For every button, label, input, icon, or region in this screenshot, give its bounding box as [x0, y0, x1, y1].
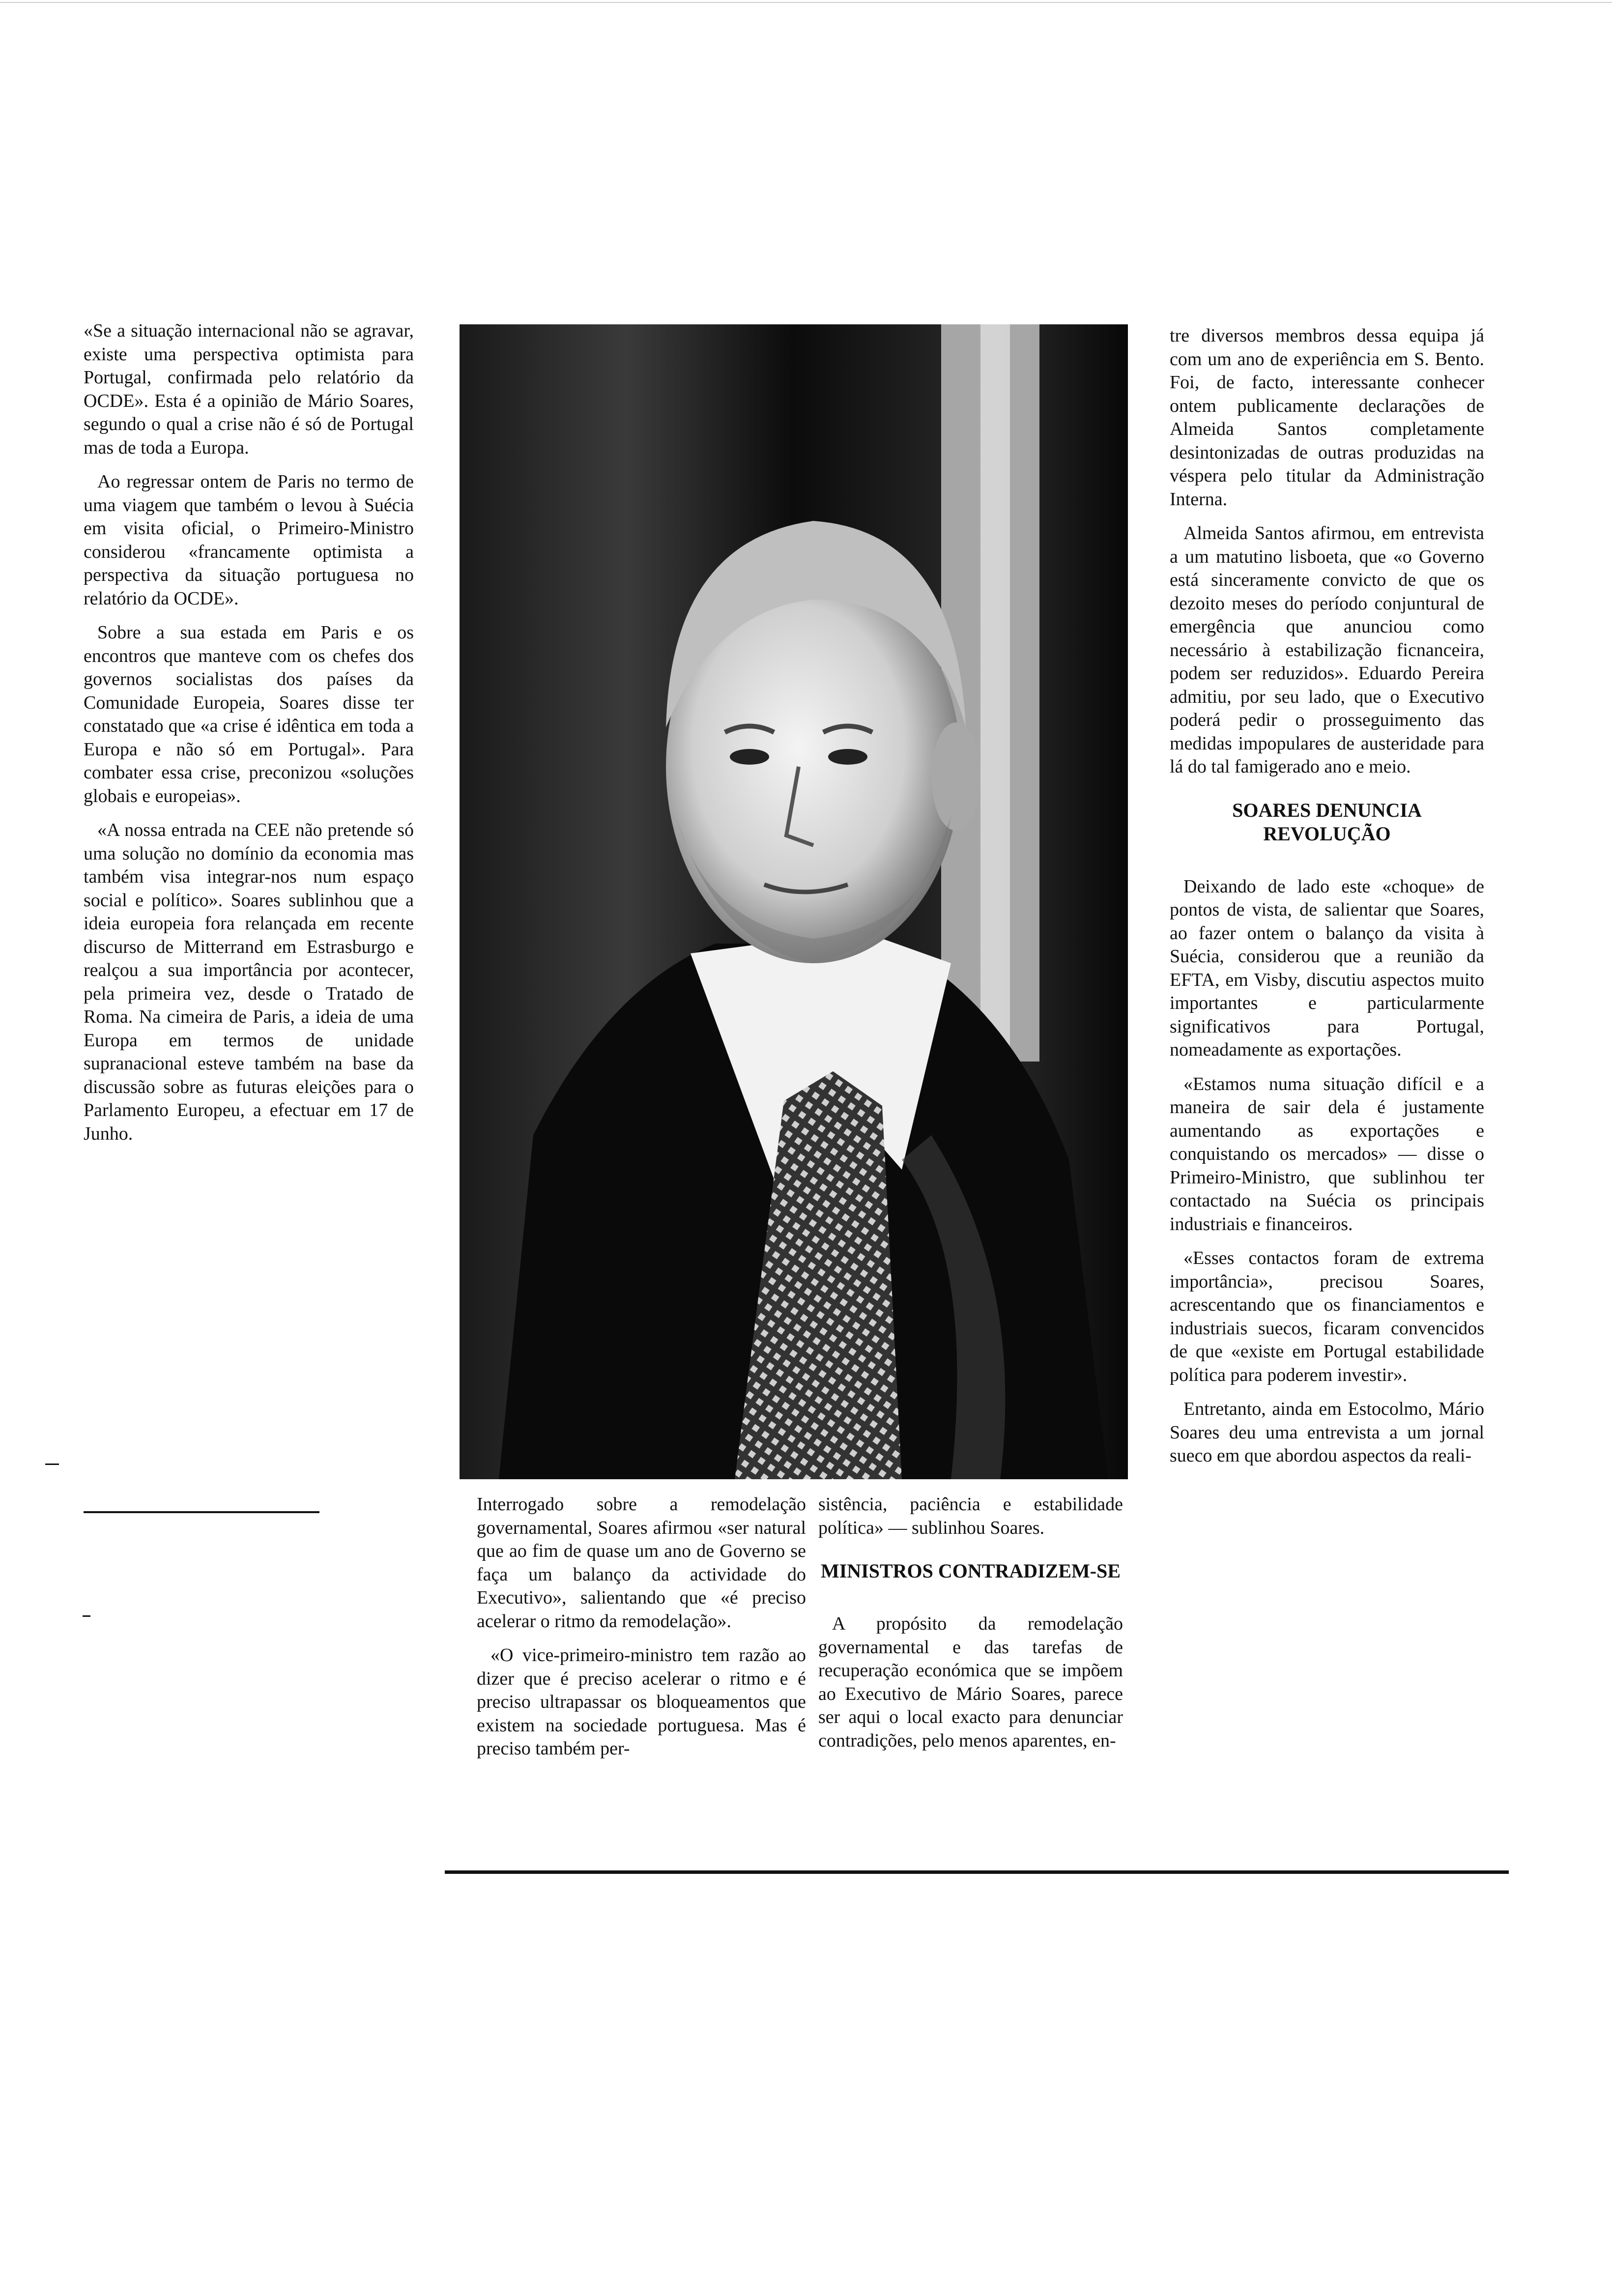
scan-mark [83, 1615, 90, 1617]
section-heading-soares: SOARES DENUNCIA REVOLUÇÃO [1232, 799, 1422, 845]
article-column-4 [1170, 324, 1484, 1479]
section-heading-ministros: MINISTROS CONTRADIZEM-SE [820, 1560, 1121, 1582]
paragraph: Deixando de lado este «choque» de pontos de vista, de salientar que Soares, ao fazer ontem o balanço da visita à Suécia, considerou que a reunião da EFTA, em Visby, discutiu aspectos muito importantes e particularmente significativos para Portugal, nomeadamente as exportações. [1170, 876, 1484, 1060]
paragraph: Ao regressar ontem de Paris no termo de uma viagem que também o levou à Suécia em visita oficial, o Primeiro-Ministro considerou «francamente optimista a perspectiva da situação portuguesa no relatório da OCDE». [84, 471, 414, 609]
paragraph: «O vice-primeiro-ministro tem razão ao dizer que é preciso acelerar o ritmo e é preciso ultrapassar os bloqueamentos que existem na sociedade portuguesa. Mas é preciso também per- [477, 1645, 806, 1759]
column-1-end-rule [84, 1511, 319, 1513]
top-scan-line [0, 2, 1612, 3]
scan-mark [45, 1464, 59, 1465]
paragraph: sistência, paciência e estabilidade política» — sublinhou Soares. [818, 1494, 1123, 1538]
paragraph: «A nossa entrada na CEE não pretende só uma solução no domínio da economia mas também visa integrar-nos num espaço social e político». Soares sublinhou que a ideia europeia fora relançada em recente discurso de Mitterrand em Estrasburgo e realçou a sua importância por acontecer, pela primeira vez, desde o Tratado de Roma. Na cimeira de Paris, a ideia de uma Europa em termos de unidade supranacional esteve também na base da discussão sobre as futuras eleições para o Parlamento Europeu, a efectuar em 17 de Junho. [84, 820, 414, 1144]
paragraph: «Estamos numa situação difícil e a maneira de sair dela é justamente aumentando as exportações e conquistando os mercados» — disse o Primeiro-Ministro, que sublinhou ter contactado na Suécia os principais industriais e financeiros. [1170, 1073, 1484, 1234]
portrait-photo [460, 324, 1128, 1479]
paragraph: «Se a situação internacional não se agravar, existe uma perspectiva optimista para Portugal, confirmada pelo relatório da OCDE». Esta é a opinião de Mário Soares, segundo o qual a crise não é só de Portugal mas de toda a Europa. [84, 320, 414, 458]
paragraph: A propósito da remodelação governamental e das tarefas de recuperação económica que se impõem ao Executivo de Mário Soares, parece ser aqui o local exacto para denunciar contradições, pelo menos aparentes, en- [818, 1613, 1123, 1751]
bottom-rule [445, 1870, 1509, 1874]
caption-column-right [818, 1493, 1123, 1763]
paragraph: tre diversos membros dessa equipa já com um ano de experiência em S. Bento. Foi, de facto, interessante conhecer ontem publicamente declarações de Almeida Santos completamente desintonizadas de outras produzidas na véspera pelo titular da Administração Interna. [1170, 325, 1484, 510]
caption-column-left [477, 1493, 806, 1772]
paragraph: Interrogado sobre a remodelação governamental, Soares afirmou «ser natural que ao fim de quase um ano de Governo se faça um balanço da actividade do Executivo», salientando que «é preciso acelerar o ritmo da remodelação». [477, 1494, 806, 1632]
article-column-1 [84, 319, 414, 1156]
paragraph: Sobre a sua estada em Paris e os encontros que manteve com os chefes dos governos socialistas dos países da Comunidade Europeia, Soares disse ter constatado que «a crise é idêntica em toda a Europa e não só em Portugal». Para combater essa crise, preconizou «soluções globais e europeias». [84, 622, 414, 806]
paragraph: «Esses contactos foram de extrema importância», precisou Soares, acrescentando que os financiamentos e industriais suecos, ficaram convencidos de que «existe em Portugal estabilidade política para poderem investir». [1170, 1248, 1484, 1385]
portrait-illustration [460, 324, 1128, 1479]
paragraph: Almeida Santos afirmou, em entrevista a um matutino lisboeta, que «o Governo está sinceramente convicto de que os dezoito meses do período conjuntural de emergência que anunciou como necessário à estabilização ficnanceira, podem ser reduzidos». Eduardo Pereira admitiu, por seu lado, que o Executivo poderá pedir o prosseguimento das medidas impopulares de austeridade para lá do tal famigerado ano e meio. [1170, 523, 1484, 777]
paragraph: Entretanto, ainda em Estocolmo, Mário Soares deu uma entrevista a um jornal sueco em que abordou aspectos da reali- [1170, 1399, 1484, 1466]
